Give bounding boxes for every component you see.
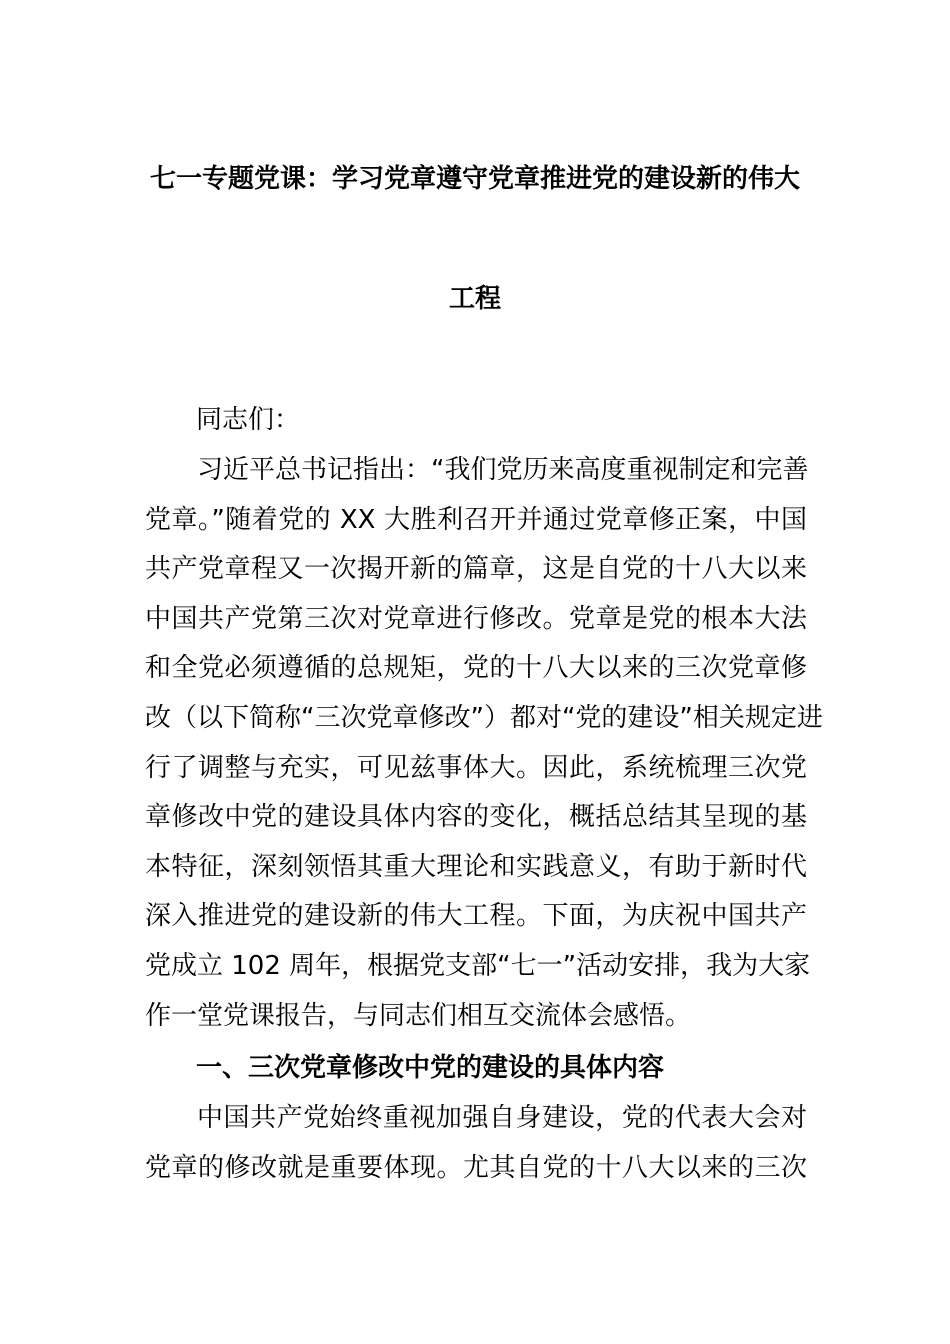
paragraph-1-line: 党成立 102 周年，根据党支部“七一”活动安排，我为大家	[145, 950, 811, 981]
paragraph-1-line: 共产党章程又一次揭开新的篇章，这是自党的十八大以来	[145, 554, 807, 585]
paragraph-2	[145, 1094, 807, 1193]
paragraph-1-line: 改（以下简称“三次党章修改”）都对“党的建设”相关规定进	[145, 702, 823, 733]
document-title-line-1: 七一专题党课：学习党章遵守党章推进党的建设新的伟大	[149, 164, 800, 194]
paragraph-1-line: 党章。”随着党的 XX 大胜利召开并通过党章修正案，中国	[145, 504, 807, 535]
document-title-line-2: 工程	[448, 284, 501, 314]
salutation: 同志们：	[196, 405, 301, 435]
paragraph-1-line: 习近平总书记指出：“我们党历来高度重视制定和完善	[197, 455, 809, 485]
paragraph-2-line: 党章的修改就是重要体现。尤其自党的十八大以来的三次	[145, 1152, 807, 1183]
paragraph-1-line: 章修改中党的建设具体内容的变化，概括总结其呈现的基	[145, 802, 807, 833]
paragraph-1-line: 本特征，深刻领悟其重大理论和实践意义，有助于新时代	[145, 851, 807, 882]
paragraph-1-line: 中国共产党第三次对党章进行修改。党章是党的根本大法	[145, 603, 807, 634]
paragraph-1-line: 和全党必须遵循的总规矩，党的十八大以来的三次党章修	[145, 653, 807, 684]
paragraph-1-line: 行了调整与充实，可见兹事体大。因此，系统梳理三次党	[145, 752, 807, 783]
section-heading-1: 一、三次党章修改中党的建设的具体内容	[196, 1053, 665, 1083]
paragraph-2-line: 中国共产党始终重视加强自身建设，党的代表大会对	[197, 1103, 807, 1133]
paragraph-1-line: 作一堂党课报告，与同志们相互交流体会感悟。	[145, 1000, 692, 1031]
paragraph-1-line: 深入推进党的建设新的伟大工程。下面，为庆祝中国共产	[145, 901, 807, 932]
paragraph-1	[145, 446, 823, 1041]
